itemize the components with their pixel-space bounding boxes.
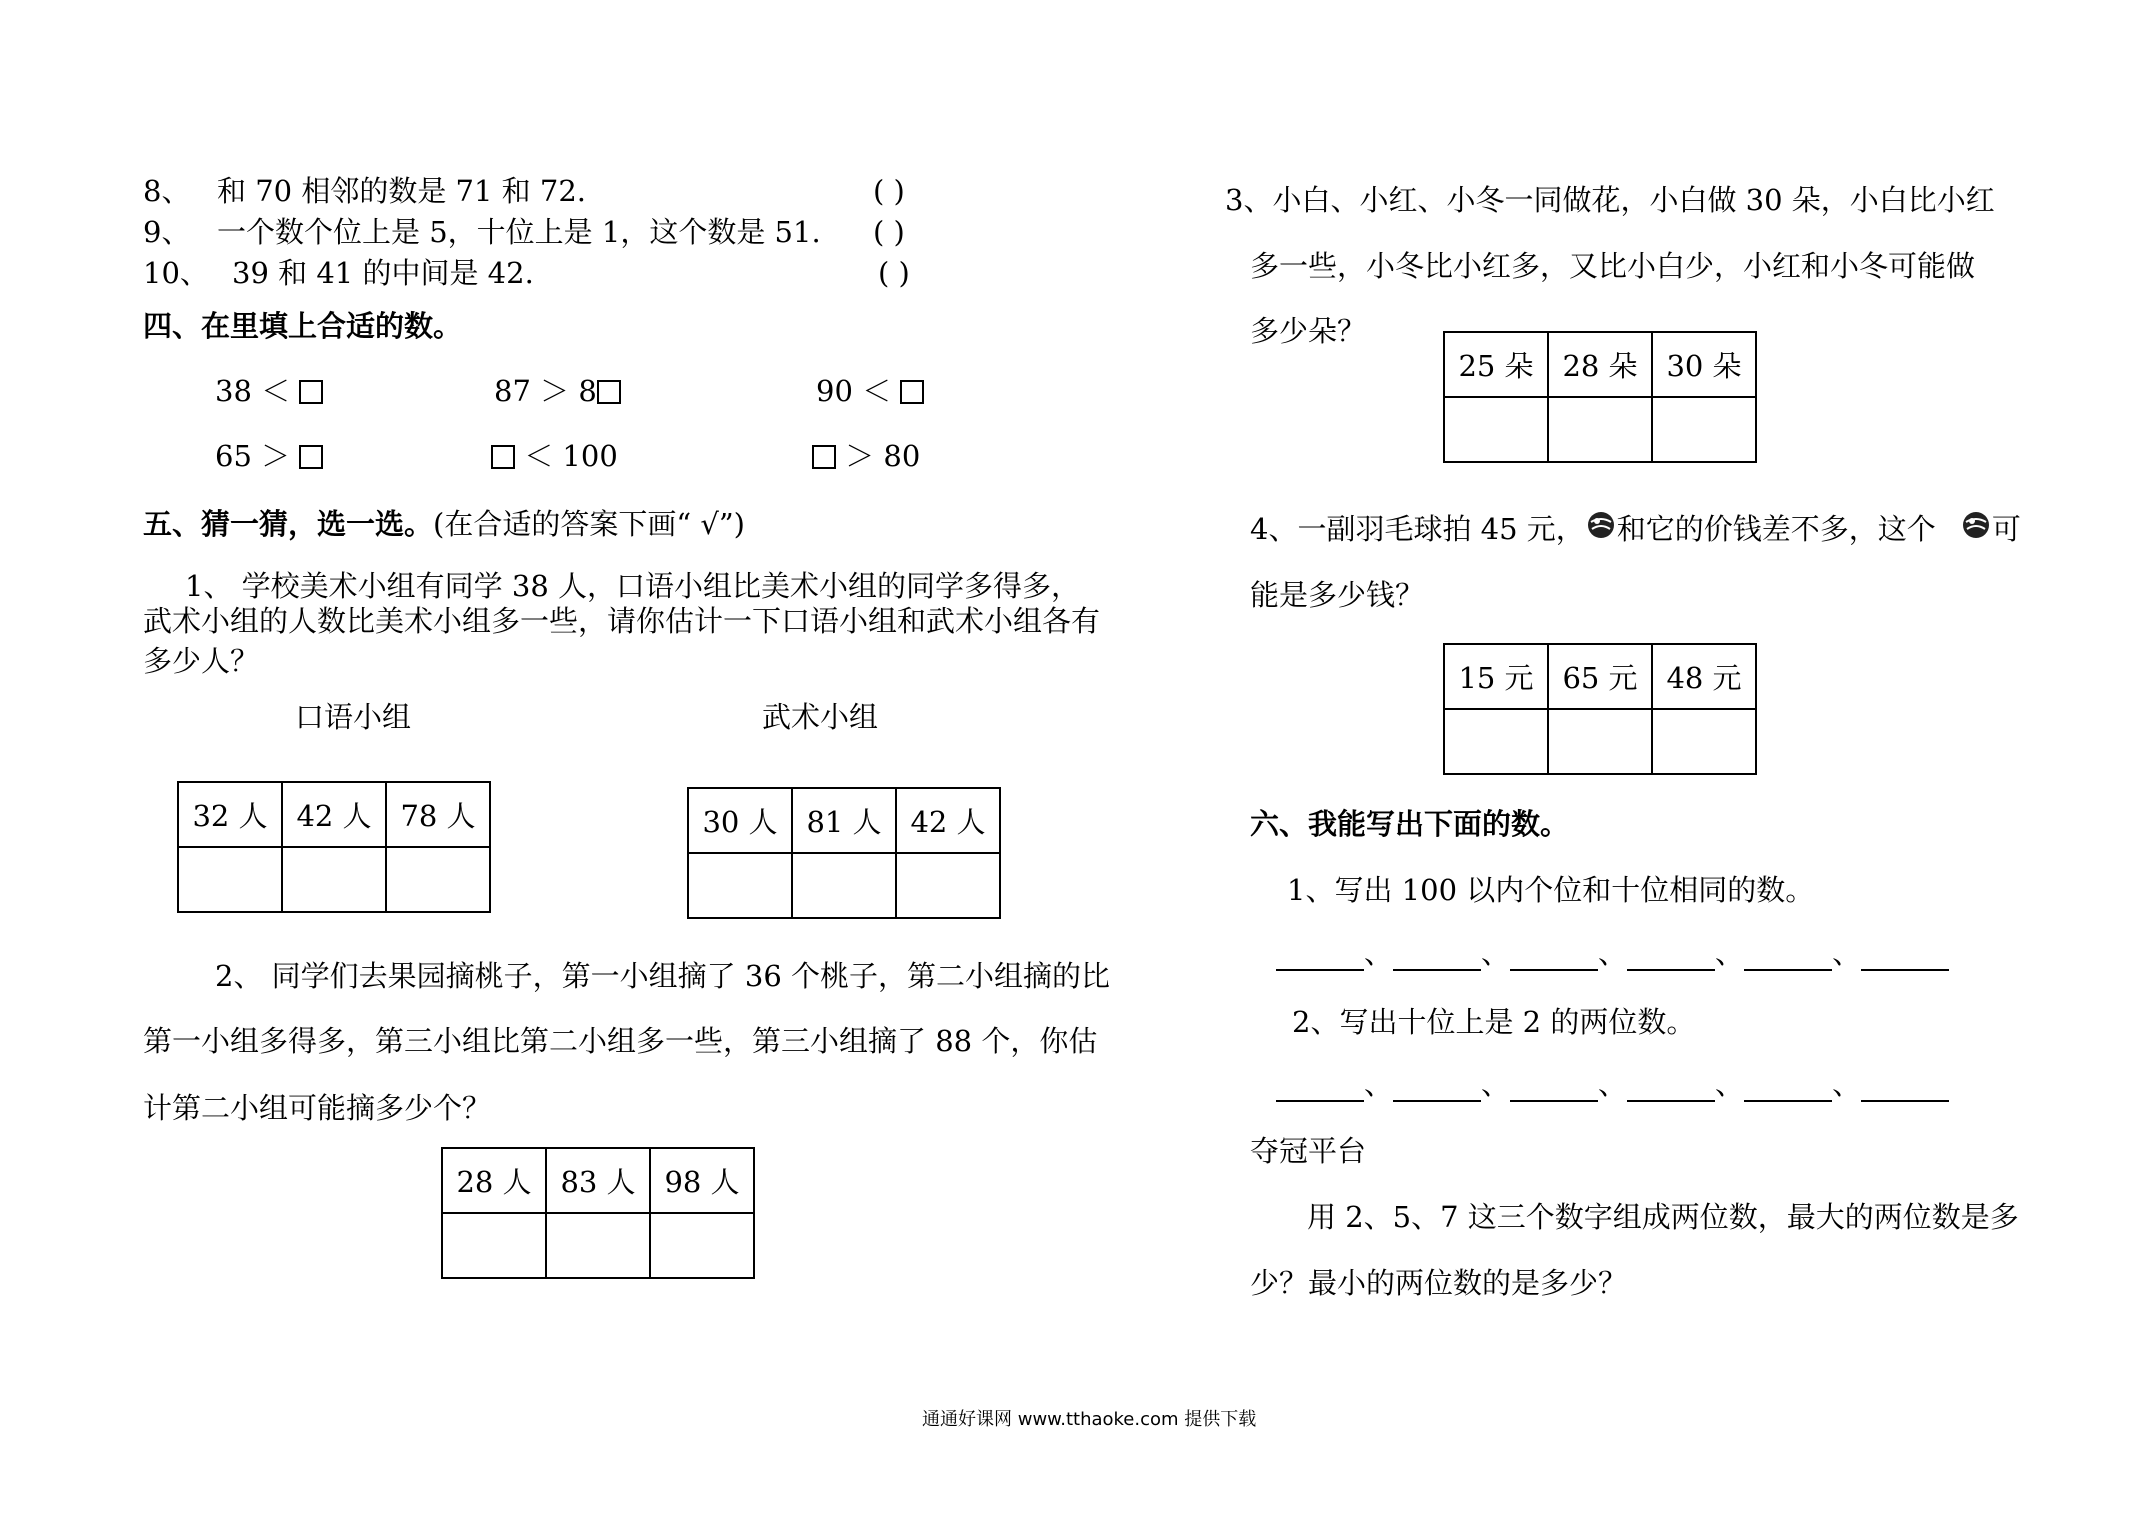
q1-options-a [177,781,491,913]
answer-box[interactable] [299,445,323,469]
q4-line1-c: 可 [1991,512,2021,546]
q3-options [1443,331,1757,463]
option-cell: 78 人 [386,782,490,847]
compare-4-text: 65 ＞ [215,439,291,473]
separator: 、 [1481,1067,1511,1101]
section-4-title: 四、在里填上合适的数。 [143,309,463,343]
answer-blank[interactable] [1627,1070,1715,1102]
answer-cell[interactable] [1548,709,1652,774]
option-cell: 48 元 [1652,644,1756,709]
compare-2-text: 87 ＞ 8 [494,374,597,408]
section-5-title [143,506,745,542]
q1-label-b: 武术小组 [762,700,879,734]
compare-2 [494,373,621,409]
ball-icon [1960,510,1992,542]
answer-cell[interactable] [1548,397,1652,462]
option-cell: 81 人 [792,788,896,853]
answer-cell[interactable] [546,1213,650,1278]
option-cell: 65 元 [1548,644,1652,709]
option-cell: 83 人 [546,1148,650,1213]
answer-blank[interactable] [1744,1070,1832,1102]
answer-cell[interactable] [282,847,386,912]
compare-6 [812,438,920,474]
answer-blank[interactable] [1276,1070,1364,1102]
q1-label-a: 口语小组 [295,700,412,734]
q4-line2: 能是多少钱？ [1250,578,1425,612]
q3-line2: 多一些，小冬比小红多，又比小白少，小红和小冬可能做 [1250,249,1976,283]
answer-cell[interactable] [650,1213,754,1278]
option-cell: 15 元 [1444,644,1548,709]
separator: 、 [1715,936,1745,970]
answer-blank[interactable] [1393,939,1481,971]
answer-cell[interactable] [442,1213,546,1278]
q1-line1: 1、 学校美术小组有同学 38 人，口语小组比美术小组的同学多得多， [185,569,1081,603]
judge-paren-8: ( ) [873,174,905,208]
judge-paren-10: ( ) [878,256,910,290]
separator: 、 [1715,1067,1745,1101]
answer-cell[interactable] [792,853,896,918]
extra-line2: 少？最小的两位数的是多少？ [1250,1266,1628,1300]
extra-title: 夺冠平台 [1250,1134,1367,1168]
answer-blank[interactable] [1861,1070,1949,1102]
compare-4 [215,438,323,474]
answer-blank[interactable] [1861,939,1949,971]
sec6-blanks-1 [1276,935,1949,971]
extra-line1: 用 2、5、7 这三个数字组成两位数，最大的两位数是多 [1307,1200,2019,1234]
compare-5 [491,438,618,474]
q2-line1: 2、 同学们去果园摘桃子，第一小组摘了 36 个桃子，第二小组摘的比 [215,959,1111,993]
answer-box[interactable] [812,445,836,469]
answer-cell[interactable] [1652,397,1756,462]
separator: 、 [1481,936,1511,970]
q2-line2: 第一小组多得多，第三小组比第二小组多一些，第三小组摘了 88 个，你估 [143,1024,1098,1058]
q4-line1-b: 和它的价钱差不多，这个 [1616,512,1936,546]
option-cell: 32 人 [178,782,282,847]
q1-line3: 多少人？ [143,644,260,678]
answer-cell[interactable] [688,853,792,918]
judge-text-9: 一个数个位上是 5，十位上是 1，这个数是 51. [217,215,821,249]
answer-cell[interactable] [896,853,1000,918]
sec6-blanks-2 [1276,1066,1949,1102]
compare-1-text: 38 ＜ [215,374,291,408]
answer-blank[interactable] [1276,939,1364,971]
answer-cell[interactable] [178,847,282,912]
q1-options-b [687,787,1001,919]
option-cell: 30 人 [688,788,792,853]
section-5-title-note: (在合适的答案下画“ √”) [433,507,745,541]
answer-blank[interactable] [1510,939,1598,971]
separator: 、 [1832,1067,1862,1101]
section-6-title: 六、我能写出下面的数。 [1250,807,1570,841]
judge-text-8: 和 70 相邻的数是 71 和 72. [217,174,587,208]
option-cell: 28 朵 [1548,332,1652,397]
option-cell: 30 朵 [1652,332,1756,397]
q1-line2: 武术小组的人数比美术小组多一些，请你估计一下口语小组和武术小组各有 [143,604,1101,638]
separator: 、 [1598,1067,1628,1101]
judge-paren-9: ( ) [873,215,905,249]
answer-cell[interactable] [1444,709,1548,774]
q4-line1 [1250,510,2021,547]
option-cell: 42 人 [896,788,1000,853]
answer-blank[interactable] [1744,939,1832,971]
section-5-title-text: 五、猜一猜，选一选。 [143,507,434,541]
q2-line3: 计第二小组可能摘多少个？ [143,1091,492,1125]
answer-blank[interactable] [1627,939,1715,971]
sec6-q1: 1、写出 100 以内个位和十位相同的数。 [1287,873,1815,907]
compare-3-text: 90 ＜ [816,374,892,408]
judge-text-10: 39 和 41 的中间是 42. [232,256,534,290]
ball-icon [1585,510,1617,542]
answer-cell[interactable] [1444,397,1548,462]
answer-box[interactable] [597,380,621,404]
compare-3 [816,373,924,409]
separator: 、 [1598,936,1628,970]
compare-6-text: ＞ 80 [845,439,921,473]
q4-options [1443,643,1757,775]
q3-line1: 3、小白、小红、小冬一同做花，小白做 30 朵，小白比小红 [1225,183,1995,217]
answer-box[interactable] [491,445,515,469]
answer-box[interactable] [299,380,323,404]
separator: 、 [1364,936,1394,970]
q2-options [441,1147,755,1279]
compare-5-text: ＜ 100 [524,439,618,473]
separator: 、 [1832,936,1862,970]
answer-blank[interactable] [1393,1070,1481,1102]
footer: 通通好课网 www.tthaoke.com 提供下载 [922,1409,1257,1430]
option-cell: 98 人 [650,1148,754,1213]
separator: 、 [1364,1067,1394,1101]
judge-num-8: 8、 [143,174,191,208]
q3-line3: 多少朵？ [1250,314,1367,348]
option-cell: 25 朵 [1444,332,1548,397]
answer-cell[interactable] [386,847,490,912]
answer-blank[interactable] [1510,1070,1598,1102]
answer-cell[interactable] [1652,709,1756,774]
judge-num-10: 10、 [143,256,209,290]
option-cell: 28 人 [442,1148,546,1213]
q4-line1-a: 4、一副羽毛球拍 45 元， [1250,512,1585,546]
compare-1 [215,373,323,409]
option-cell: 42 人 [282,782,386,847]
judge-num-9: 9、 [143,215,191,249]
answer-box[interactable] [900,380,924,404]
sec6-q2: 2、写出十位上是 2 的两位数。 [1292,1005,1696,1039]
